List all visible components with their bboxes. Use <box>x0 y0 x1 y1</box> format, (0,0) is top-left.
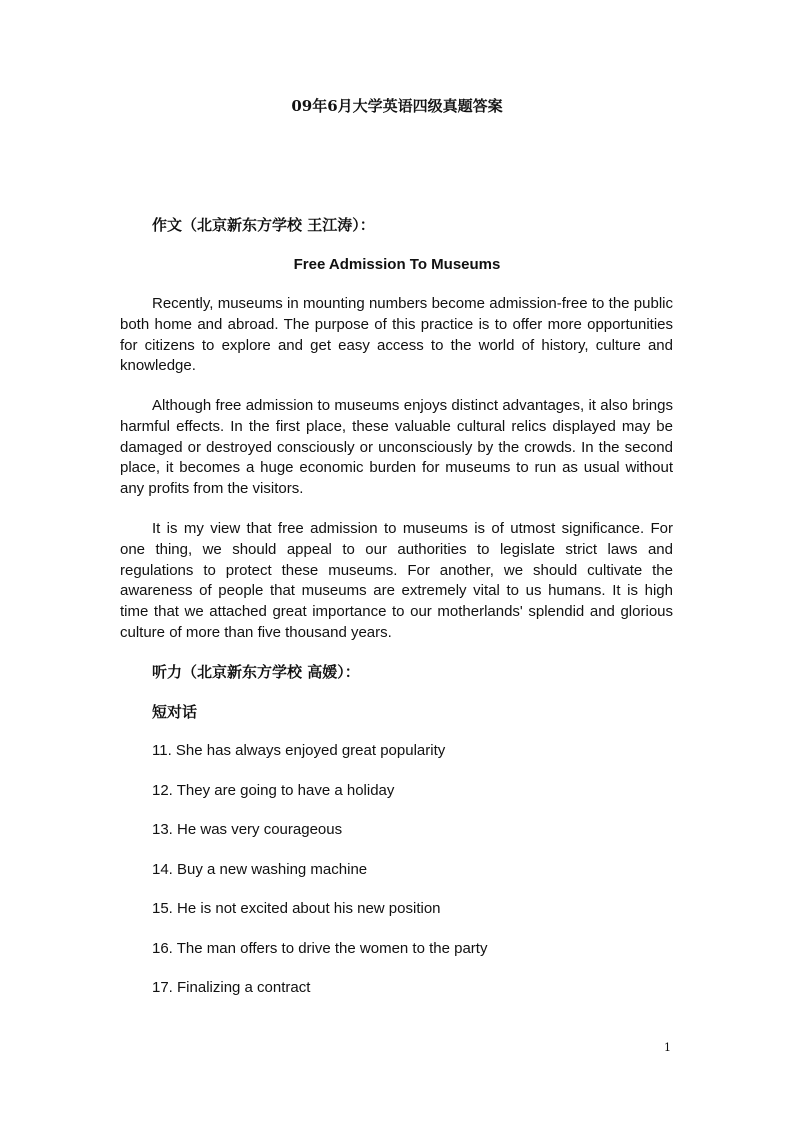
answer-item: 16. The man offers to drive the women to the party <box>152 939 488 957</box>
essay-paragraph-2: Although free admission to museums enjoys distinct advantages, it also brings harmful effects. In the first place, these valuable cultural relics displayed may be damaged or destroyed consciously or unconsciously by the crowds. In the second place, it becomes a huge economic burden for museums to run as usual without any profits from the visitors. <box>120 397 673 498</box>
answer-item: 13. He was very courageous <box>152 821 343 838</box>
document-title: 09年6月大学英语四级真题答案 <box>291 97 503 115</box>
answer-item: 12. They are going to have a holiday <box>152 781 395 799</box>
answer-list <box>152 741 487 1018</box>
page-number: 1 <box>664 1041 671 1054</box>
answer-item: 14. Buy a new washing machine <box>152 860 368 878</box>
listening-section-heading: 听力（北京新东方学校 高媛）： <box>152 663 360 681</box>
answer-item: 11. She has always enjoyed great popularity <box>152 742 446 759</box>
answer-item: 17. Finalizing a contract <box>152 979 311 996</box>
writing-section-heading: 作文（北京新东方学校 王江涛）： <box>152 216 375 234</box>
essay-paragraph-3: It is my view that free admission to museums is of utmost significance. For one thing, we should appeal to our authorities to legislate strict laws and regulations to protect these museums. For another, we should cultivate the awareness of people that museums are extremely vital to us humans. It is high time that we attached great importance to our motherlands' splendid and glorious culture of more than five thousand years. <box>120 520 673 641</box>
essay-paragraph-1: Recently, museums in mounting numbers become admission-free to the public both home and abroad. The purpose of this practice is to offer more opportunities for citizens to explore and get easy access to the world of history, culture and knowledge. <box>120 295 673 375</box>
answer-item: 15. He is not excited about his new position <box>152 900 441 917</box>
essay-title: Free Admission To Museums <box>293 256 501 273</box>
short-dialogues-heading: 短对话 <box>152 703 198 721</box>
